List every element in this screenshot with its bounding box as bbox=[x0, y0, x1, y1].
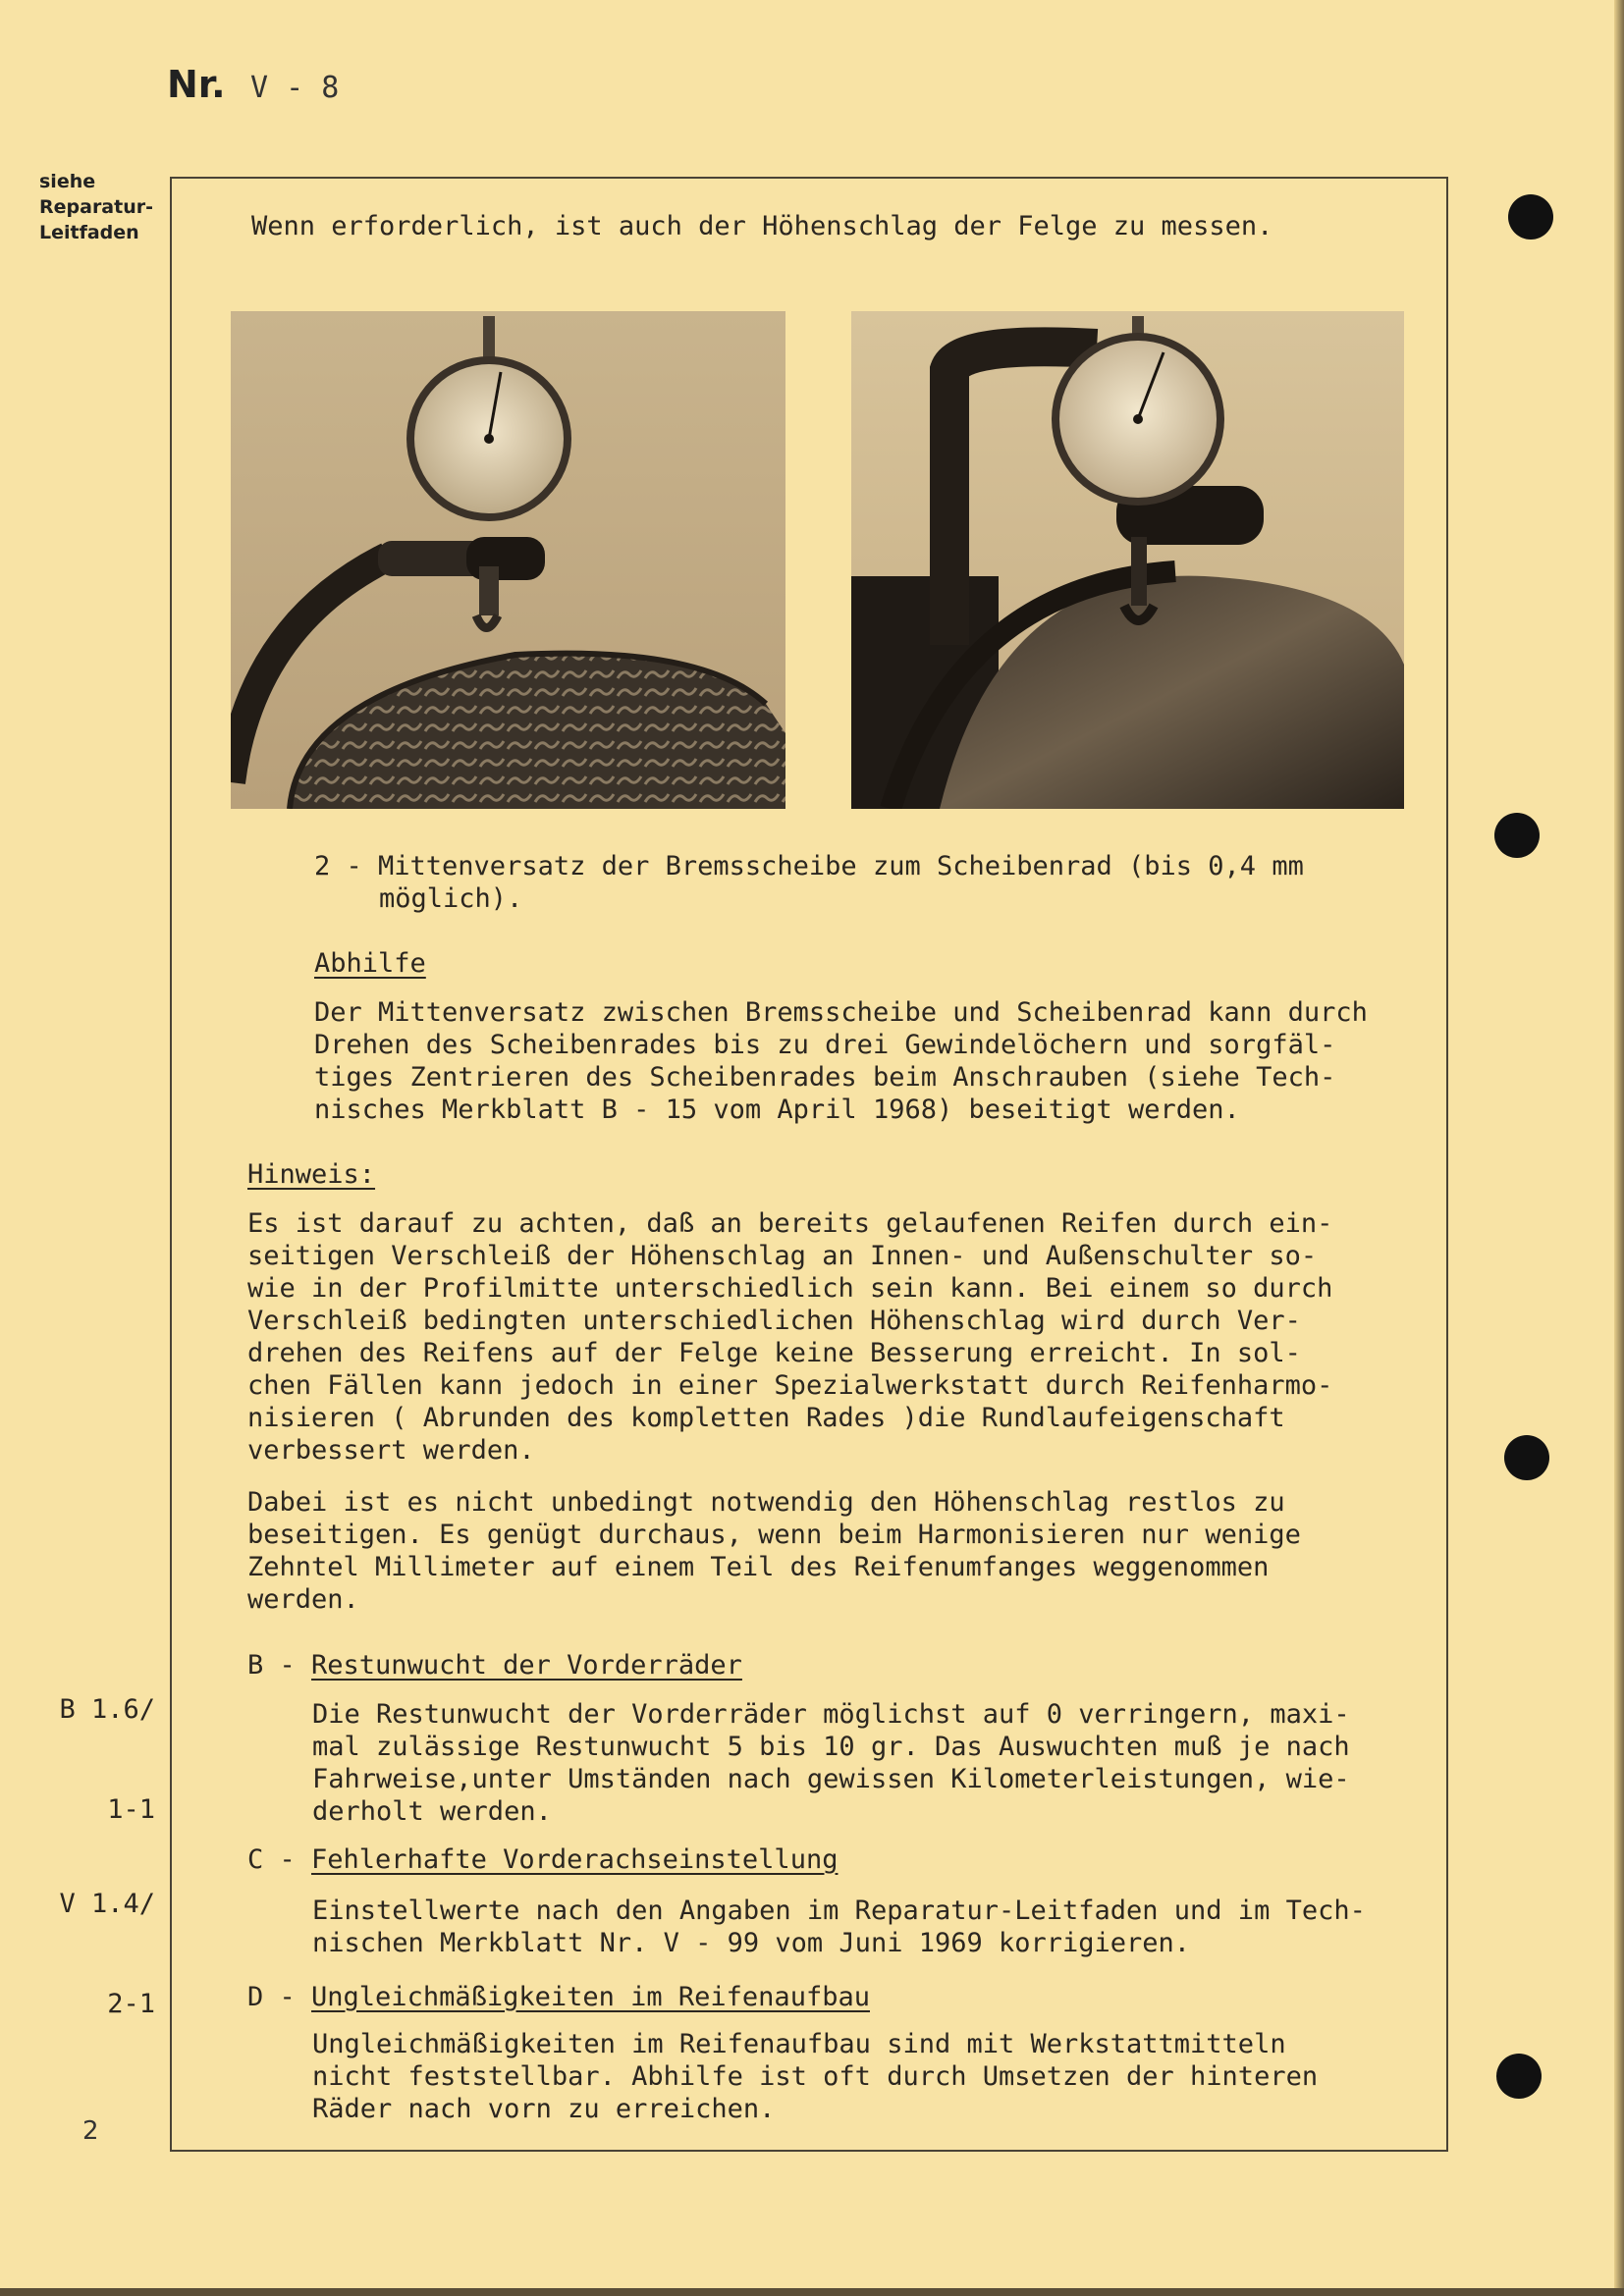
section-heading bbox=[247, 1843, 838, 1876]
hint-line: verbessert werden. bbox=[247, 1435, 535, 1466]
section-line: Räder nach vorn zu erreichen. bbox=[312, 2094, 776, 2124]
punch-hole bbox=[1496, 2054, 1542, 2099]
side-reference-line: Leitfaden bbox=[39, 222, 139, 243]
page-edge-right bbox=[1614, 0, 1624, 2296]
tire-gauge-photo bbox=[231, 311, 785, 809]
remedy-heading: Abhilfe bbox=[314, 948, 426, 979]
hint-line: seitigen Verschleiß der Höhenschlag an Innen- und Außenschulter so- bbox=[247, 1241, 1318, 1271]
margin-reference-line: B 1.6/ bbox=[59, 1694, 155, 1725]
hint-line: drehen des Reifens auf der Felge keine Besserung erreicht. In sol- bbox=[247, 1338, 1301, 1368]
hint-line: wie in der Profilmitte unterschiedlich sein kann. Bei einem so durch bbox=[247, 1273, 1333, 1304]
document-number: V - 8 bbox=[250, 71, 340, 105]
punch-hole bbox=[1494, 813, 1540, 858]
section-title: Restunwucht der Vorderräder bbox=[311, 1650, 742, 1681]
section-line: Ungleichmäßigkeiten im Reifenaufbau sind mit Werkstattmitteln bbox=[312, 2029, 1286, 2059]
hint-line: Es ist darauf zu achten, daß an bereits gelaufenen Reifen durch ein- bbox=[247, 1208, 1333, 1239]
section-line: nischen Merkblatt Nr. V - 99 vom Juni 1969 korrigieren. bbox=[312, 1928, 1191, 1958]
hint-line: nisieren ( Abrunden des kompletten Rades )die Rundlaufeigenschaft bbox=[247, 1403, 1285, 1433]
hint-line: chen Fällen kann jedoch in einer Spezialwerkstatt durch Reifenharmo- bbox=[247, 1370, 1333, 1401]
section-prefix: D - bbox=[247, 1982, 312, 2012]
hint-line: Zehntel Millimeter auf einem Teil des Reifenumfanges weggenommen bbox=[247, 1552, 1270, 1582]
section-heading bbox=[247, 1649, 742, 1682]
item2-line: 2 - Mittenversatz der Bremsscheibe zum Scheibenrad (bis 0,4 mm bbox=[314, 851, 1304, 881]
section-prefix: B - bbox=[247, 1650, 312, 1681]
hint-heading: Hinweis: bbox=[247, 1159, 376, 1190]
margin-reference-line: 2-1 bbox=[107, 1989, 155, 2019]
punch-hole bbox=[1508, 194, 1553, 240]
hint-line: beseitigen. Es genügt durchaus, wenn beim Harmonisieren nur wenige bbox=[247, 1520, 1301, 1550]
side-reference-line: Reparatur- bbox=[39, 196, 153, 218]
intro-text: Wenn erforderlich, ist auch der Höhenschlag der Felge zu messen. bbox=[251, 211, 1273, 241]
section-line: Fahrweise,unter Umständen nach gewissen Kilometerleistungen, wie- bbox=[312, 1764, 1350, 1794]
margin-reference bbox=[39, 1821, 155, 2055]
section-line: Einstellwerte nach den Angaben im Reparatur-Leitfaden und im Tech- bbox=[312, 1896, 1366, 1926]
remedy-line: Drehen des Scheibenrades bis zu drei Gewindelöchern und sorgfäl- bbox=[314, 1030, 1336, 1060]
side-reference-line: siehe bbox=[39, 171, 96, 192]
section-prefix: C - bbox=[247, 1844, 312, 1875]
remedy-line: tiges Zentrieren des Scheibenrades beim Anschrauben (siehe Tech- bbox=[314, 1062, 1336, 1093]
header-nr-label: Nr. bbox=[167, 63, 226, 106]
page-edge-bottom bbox=[0, 2288, 1624, 2296]
section-line: mal zulässige Restunwucht 5 bis 10 gr. Das Auswuchten muß je nach bbox=[312, 1732, 1350, 1762]
section-line: derholt werden. bbox=[312, 1796, 552, 1827]
section-line: Die Restunwucht der Vorderräder möglichst auf 0 verringern, maxi- bbox=[312, 1699, 1350, 1730]
section-title: Ungleichmäßigkeiten im Reifenaufbau bbox=[311, 1982, 870, 2012]
section-line: nicht feststellbar. Abhilfe ist oft durch Umsetzen der hinteren bbox=[312, 2061, 1319, 2092]
item2-line: möglich). bbox=[379, 883, 523, 914]
rim-gauge-photo bbox=[851, 311, 1404, 809]
remedy-line: Der Mittenversatz zwischen Bremsscheibe und Scheibenrad kann durch bbox=[314, 997, 1368, 1028]
margin-reference-line: V 1.4/ bbox=[59, 1889, 155, 1919]
section-heading bbox=[247, 1981, 870, 2013]
side-reference bbox=[39, 169, 153, 245]
hint-line: werden. bbox=[247, 1584, 359, 1615]
punch-hole bbox=[1504, 1435, 1549, 1480]
hint-line: Verschleiß bedingten unterschiedlichen Höhenschlag wird durch Ver- bbox=[247, 1306, 1301, 1336]
remedy-line: nisches Merkblatt B - 15 vom April 1968) beseitigt werden. bbox=[314, 1095, 1240, 1125]
section-title: Fehlerhafte Vorderachseinstellung bbox=[311, 1844, 839, 1875]
hint-line: Dabei ist es nicht unbedingt notwendig den Höhenschlag restlos zu bbox=[247, 1487, 1285, 1518]
page-number: 2 bbox=[82, 2116, 99, 2146]
margin-reference-line: 1-1 bbox=[107, 1794, 155, 1825]
